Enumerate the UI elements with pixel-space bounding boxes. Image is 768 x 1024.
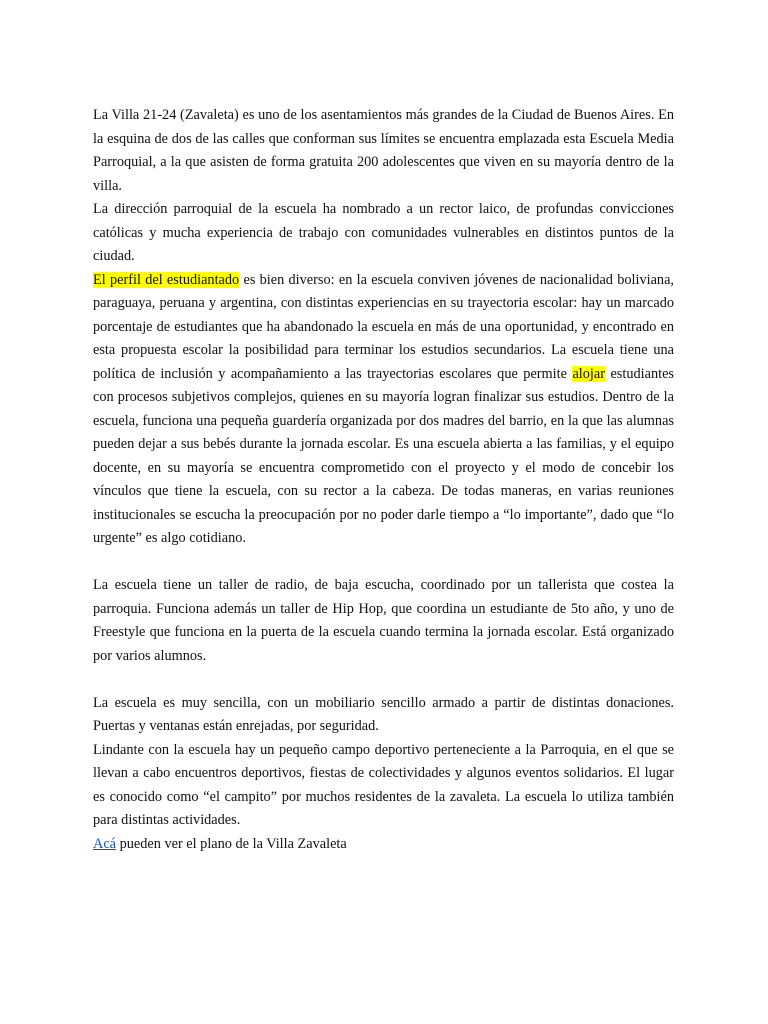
paragraph-map-link [93, 833, 674, 857]
paragraph-rector: La dirección parroquial de la escuela ha nombrado a un rector laico, de profundas convicciones católicas y mucha experiencia de trabajo con comunidades vulnerables en distintos puntos de la ciudad. [93, 201, 674, 264]
highlighted-word-alojar: alojar [572, 365, 605, 382]
paragraph-campito: Lindante con la escuela hay un pequeño campo deportivo perteneciente a la Parroquia, en el que se llevan a cabo encuentros deportivos, fiestas de colectividades y algunos eventos solidarios. El lugar es conocido como “el campito” por muchos residentes de la zavaleta. La escuela lo utiliza también para distintas actividades. [93, 741, 674, 828]
paragraph-text: pueden ver el plano de la Villa Zavaleta [116, 835, 347, 852]
map-link[interactable]: Acá [93, 835, 117, 852]
paragraph-building: La escuela es muy sencilla, con un mobiliario sencillo armado a partir de distintas donaciones. Puertas y ventanas están enrejadas, por seguridad. [93, 694, 674, 734]
paragraph-text: estudiantes con procesos subjetivos complejos, quienes en su mayoría logran finalizar sus estudios. Dentro de la escuela, funciona una pequeña guardería organizada por dos madres del barrio, en la que las alumnas pueden dejar a sus bebés durante la jornada escolar. Es una escuela abierta a las familias, y el equipo docente, en su mayoría se encuentra comprometido con el proyecto y el modo de concebir los vínculos que tiene la escuela, con su rector a la cabeza. De todas maneras, en varias reuniones institucionales se escucha la preocupación por no poder darle tiempo a “lo importante”, dado que “lo urgente” es algo cotidiano. [93, 365, 674, 546]
paragraph-student-profile [93, 269, 674, 551]
blank-line [93, 668, 674, 692]
paragraph-text: es bien diverso: en la escuela conviven jóvenes de nacionalidad boliviana, paraguaya, peruana y argentina, con distintas experiencias en su trayectoria escolar: hay un marcado porcentaje de estudiantes que ha abandonado la escuela en más de una oportunidad, y encontrado en esta propuesta escolar la posibilidad para terminar los estudios secundarios. La escuela tiene una política de inclusión y acompañamiento a las trayectorias escolares que permite [93, 271, 674, 382]
document-body [93, 104, 674, 856]
paragraph-workshops: La escuela tiene un taller de radio, de baja escucha, coordinado por un tallerista que costea la parroquia. Funciona además un taller de Hip Hop, que coordina un estudiante de 5to año, y uno de Freestyle que funciona en la puerta de la escuela cuando termina la jornada escolar. Está organizado por varios alumnos. [93, 577, 674, 664]
paragraph-intro: La Villa 21-24 (Zavaleta) es uno de los asentamientos más grandes de la Ciudad de Buenos Aires. En la esquina de dos de las calles que conforman sus límites se encuentra emplazada esta Escuela Media Parroquial, a la que asisten de forma gratuita 200 adolescentes que viven en su mayoría dentro de la villa. [93, 107, 674, 194]
highlighted-phrase-perfil: El perfil del estudiantado [93, 271, 240, 288]
blank-line [93, 551, 674, 575]
